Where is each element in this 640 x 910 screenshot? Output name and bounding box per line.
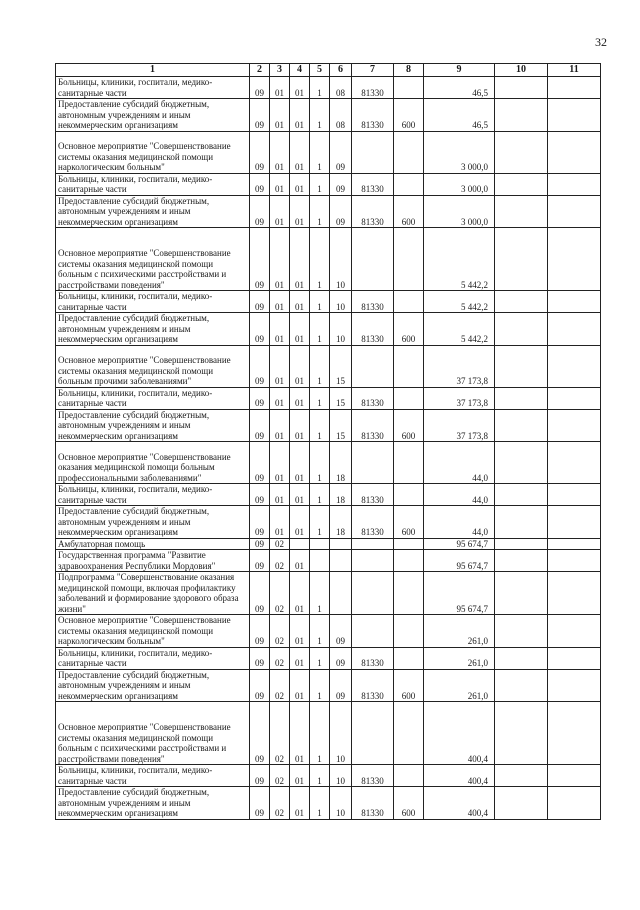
code-cell: 09 [250, 615, 270, 648]
code-cell: 01 [270, 228, 290, 291]
row-name-cell: Больницы, клиники, госпитали, медико-санитарные части [56, 291, 250, 313]
code-cell: 1 [310, 77, 330, 99]
code-cell: 81330 [352, 506, 394, 539]
code-cell [394, 572, 424, 615]
code-cell [548, 409, 601, 442]
code-cell [330, 572, 352, 615]
code-cell [310, 550, 330, 572]
code-cell [394, 442, 424, 484]
code-cell [495, 787, 548, 820]
code-cell [548, 99, 601, 132]
amount-cell: 37 173,8 [424, 387, 495, 409]
amount-cell: 44,0 [424, 506, 495, 539]
code-cell: 81330 [352, 484, 394, 506]
amount-cell: 46,5 [424, 99, 495, 132]
code-cell [548, 669, 601, 702]
code-cell [548, 484, 601, 506]
code-cell [548, 345, 601, 387]
table-row [56, 647, 601, 669]
table-row [56, 550, 601, 572]
code-cell: 18 [330, 442, 352, 484]
code-cell [548, 387, 601, 409]
code-cell: 01 [290, 291, 310, 313]
column-header: 10 [495, 64, 548, 77]
code-cell [394, 484, 424, 506]
code-cell: 600 [394, 99, 424, 132]
code-cell [495, 572, 548, 615]
code-cell: 09 [250, 99, 270, 132]
code-cell [495, 345, 548, 387]
code-cell: 10 [330, 291, 352, 313]
table-body [56, 77, 601, 820]
column-header: 3 [270, 64, 290, 77]
code-cell [495, 669, 548, 702]
code-cell [548, 195, 601, 228]
code-cell: 01 [290, 228, 310, 291]
code-cell: 1 [310, 313, 330, 346]
code-cell: 1 [310, 669, 330, 702]
code-cell: 02 [270, 669, 290, 702]
amount-cell: 37 173,8 [424, 409, 495, 442]
code-cell: 81330 [352, 765, 394, 787]
column-header: 1 [56, 64, 250, 77]
code-cell [394, 538, 424, 550]
code-cell: 09 [250, 702, 270, 765]
code-cell [352, 442, 394, 484]
code-cell [495, 615, 548, 648]
amount-cell: 37 173,8 [424, 345, 495, 387]
code-cell: 02 [270, 572, 290, 615]
table-row [56, 131, 601, 173]
code-cell: 09 [250, 787, 270, 820]
code-cell [548, 702, 601, 765]
code-cell: 09 [250, 506, 270, 539]
code-cell: 02 [270, 702, 290, 765]
code-cell: 01 [290, 387, 310, 409]
code-cell: 01 [290, 647, 310, 669]
amount-cell: 3 000,0 [424, 173, 495, 195]
code-cell: 09 [250, 228, 270, 291]
code-cell: 81330 [352, 291, 394, 313]
code-cell [495, 550, 548, 572]
code-cell: 01 [270, 77, 290, 99]
code-cell: 18 [330, 506, 352, 539]
code-cell [352, 538, 394, 550]
code-cell: 600 [394, 669, 424, 702]
code-cell: 81330 [352, 173, 394, 195]
table-header-row [56, 64, 601, 77]
code-cell: 02 [270, 550, 290, 572]
code-cell: 600 [394, 313, 424, 346]
table-row [56, 506, 601, 539]
row-name-cell: Больницы, клиники, госпитали, медико-санитарные части [56, 173, 250, 195]
code-cell [394, 387, 424, 409]
code-cell: 09 [250, 77, 270, 99]
row-name-cell: Предоставление субсидий бюджетным, автономным учреждениям и иным некоммерческим организациям [56, 313, 250, 346]
code-cell [495, 765, 548, 787]
code-cell [394, 291, 424, 313]
code-cell: 09 [330, 131, 352, 173]
code-cell: 10 [330, 702, 352, 765]
code-cell: 81330 [352, 647, 394, 669]
code-cell: 1 [310, 765, 330, 787]
code-cell: 1 [310, 131, 330, 173]
code-cell: 01 [270, 195, 290, 228]
code-cell [548, 538, 601, 550]
code-cell [394, 228, 424, 291]
amount-cell: 261,0 [424, 669, 495, 702]
code-cell [548, 647, 601, 669]
code-cell: 09 [250, 345, 270, 387]
code-cell: 01 [290, 409, 310, 442]
page-number: 32 [595, 35, 607, 49]
row-name-cell: Основное мероприятие "Совершенствование системы оказания медицинской помощи больным прочими заболеваниями" [56, 345, 250, 387]
code-cell: 10 [330, 765, 352, 787]
code-cell [352, 615, 394, 648]
code-cell: 01 [270, 291, 290, 313]
code-cell: 01 [290, 765, 310, 787]
code-cell: 02 [270, 787, 290, 820]
code-cell [495, 99, 548, 132]
code-cell [394, 131, 424, 173]
amount-cell: 5 442,2 [424, 291, 495, 313]
code-cell: 09 [250, 313, 270, 346]
amount-cell: 400,4 [424, 765, 495, 787]
code-cell: 81330 [352, 313, 394, 346]
code-cell: 1 [310, 506, 330, 539]
code-cell: 01 [290, 131, 310, 173]
code-cell [495, 538, 548, 550]
column-header: 11 [548, 64, 601, 77]
table-row [56, 173, 601, 195]
code-cell: 10 [330, 787, 352, 820]
code-cell [548, 442, 601, 484]
code-cell: 1 [310, 572, 330, 615]
table-row [56, 765, 601, 787]
code-cell: 09 [250, 442, 270, 484]
code-cell [394, 345, 424, 387]
code-cell [352, 572, 394, 615]
column-header: 5 [310, 64, 330, 77]
amount-cell: 3 000,0 [424, 131, 495, 173]
code-cell: 01 [290, 702, 310, 765]
code-cell: 09 [250, 131, 270, 173]
table-row [56, 77, 601, 99]
amount-cell: 3 000,0 [424, 195, 495, 228]
column-header: 8 [394, 64, 424, 77]
code-cell [548, 313, 601, 346]
code-cell: 01 [270, 506, 290, 539]
code-cell: 09 [250, 765, 270, 787]
code-cell [352, 550, 394, 572]
code-cell: 1 [310, 409, 330, 442]
amount-cell: 95 674,7 [424, 550, 495, 572]
code-cell: 81330 [352, 99, 394, 132]
code-cell: 81330 [352, 387, 394, 409]
code-cell [330, 538, 352, 550]
row-name-cell: Предоставление субсидий бюджетным, автономным учреждениям и иным некоммерческим организациям [56, 669, 250, 702]
code-cell: 1 [310, 173, 330, 195]
code-cell [330, 550, 352, 572]
code-cell [310, 538, 330, 550]
code-cell [548, 173, 601, 195]
code-cell [548, 550, 601, 572]
table-row [56, 387, 601, 409]
amount-cell: 261,0 [424, 647, 495, 669]
code-cell [548, 228, 601, 291]
code-cell: 01 [290, 615, 310, 648]
code-cell: 81330 [352, 787, 394, 820]
code-cell [495, 173, 548, 195]
row-name-cell: Предоставление субсидий бюджетным, автономным учреждениям и иным некоммерческим организациям [56, 409, 250, 442]
code-cell [495, 506, 548, 539]
code-cell: 18 [330, 484, 352, 506]
code-cell [352, 131, 394, 173]
code-cell: 1 [310, 484, 330, 506]
code-cell: 15 [330, 345, 352, 387]
amount-cell: 46,5 [424, 77, 495, 99]
row-name-cell: Основное мероприятие "Совершенствование системы оказания медицинской помощи больным с психическими расстройствами и расстройствами поведения" [56, 228, 250, 291]
table-row [56, 615, 601, 648]
code-cell [290, 538, 310, 550]
column-header: 9 [424, 64, 495, 77]
code-cell: 1 [310, 99, 330, 132]
code-cell: 09 [330, 173, 352, 195]
code-cell [495, 442, 548, 484]
code-cell: 01 [270, 131, 290, 173]
code-cell [394, 77, 424, 99]
row-name-cell: Больницы, клиники, госпитали, медико-санитарные части [56, 647, 250, 669]
table-row [56, 787, 601, 820]
table-row [56, 345, 601, 387]
code-cell: 1 [310, 442, 330, 484]
code-cell: 01 [270, 173, 290, 195]
row-name-cell: Предоставление субсидий бюджетным, автономным учреждениям и иным некоммерческим организациям [56, 195, 250, 228]
code-cell: 01 [290, 173, 310, 195]
code-cell [495, 77, 548, 99]
code-cell [495, 484, 548, 506]
code-cell: 09 [250, 669, 270, 702]
amount-cell: 44,0 [424, 442, 495, 484]
row-name-cell: Предоставление субсидий бюджетным, автономным учреждениям и иным некоммерческим организациям [56, 506, 250, 539]
table-row [56, 669, 601, 702]
code-cell: 10 [330, 228, 352, 291]
code-cell: 01 [290, 484, 310, 506]
code-cell: 1 [310, 787, 330, 820]
code-cell: 01 [290, 669, 310, 702]
code-cell: 01 [290, 442, 310, 484]
code-cell [548, 615, 601, 648]
column-header: 2 [250, 64, 270, 77]
code-cell: 09 [250, 538, 270, 550]
column-header: 6 [330, 64, 352, 77]
code-cell: 01 [290, 572, 310, 615]
code-cell: 01 [270, 99, 290, 132]
row-name-cell: Больницы, клиники, госпитали, медико-санитарные части [56, 765, 250, 787]
table-row [56, 538, 601, 550]
amount-cell: 5 442,2 [424, 313, 495, 346]
code-cell: 08 [330, 77, 352, 99]
table-row [56, 409, 601, 442]
row-name-cell: Предоставление субсидий бюджетным, автономным учреждениям и иным некоммерческим организациям [56, 787, 250, 820]
code-cell: 01 [290, 313, 310, 346]
code-cell: 01 [290, 550, 310, 572]
table-row [56, 484, 601, 506]
code-cell [495, 313, 548, 346]
code-cell: 09 [330, 669, 352, 702]
code-cell [352, 345, 394, 387]
code-cell [394, 615, 424, 648]
table-row [56, 99, 601, 132]
code-cell: 10 [330, 313, 352, 346]
code-cell [548, 506, 601, 539]
code-cell: 01 [270, 387, 290, 409]
budget-table [55, 63, 601, 820]
table-row [56, 313, 601, 346]
code-cell: 01 [290, 77, 310, 99]
code-cell: 81330 [352, 77, 394, 99]
row-name-cell: Амбулаторная помощь [56, 538, 250, 550]
code-cell [548, 765, 601, 787]
code-cell: 01 [270, 313, 290, 346]
code-cell: 81330 [352, 195, 394, 228]
code-cell: 09 [250, 572, 270, 615]
code-cell: 09 [250, 387, 270, 409]
code-cell: 09 [250, 173, 270, 195]
code-cell [394, 173, 424, 195]
amount-cell: 400,4 [424, 787, 495, 820]
amount-cell: 95 674,7 [424, 572, 495, 615]
row-name-cell: Больницы, клиники, госпитали, медико-санитарные части [56, 77, 250, 99]
code-cell: 15 [330, 409, 352, 442]
amount-cell: 400,4 [424, 702, 495, 765]
code-cell [548, 77, 601, 99]
code-cell: 02 [270, 765, 290, 787]
code-cell [548, 787, 601, 820]
code-cell: 09 [250, 409, 270, 442]
code-cell: 01 [290, 195, 310, 228]
code-cell: 09 [250, 647, 270, 669]
table-row [56, 442, 601, 484]
code-cell: 01 [270, 442, 290, 484]
code-cell: 1 [310, 345, 330, 387]
code-cell: 600 [394, 787, 424, 820]
code-cell [495, 195, 548, 228]
code-cell: 1 [310, 387, 330, 409]
amount-cell: 5 442,2 [424, 228, 495, 291]
code-cell: 09 [250, 550, 270, 572]
code-cell [548, 131, 601, 173]
column-header: 4 [290, 64, 310, 77]
code-cell: 09 [250, 484, 270, 506]
amount-cell: 44,0 [424, 484, 495, 506]
code-cell: 09 [250, 291, 270, 313]
amount-cell: 95 674,7 [424, 538, 495, 550]
row-name-cell: Основное мероприятие "Совершенствование системы оказания медицинской помощи наркологическим больным" [56, 131, 250, 173]
code-cell: 08 [330, 99, 352, 132]
code-cell [495, 702, 548, 765]
code-cell: 600 [394, 409, 424, 442]
code-cell: 1 [310, 615, 330, 648]
code-cell: 01 [290, 99, 310, 132]
code-cell [352, 228, 394, 291]
code-cell: 02 [270, 615, 290, 648]
row-name-cell: Больницы, клиники, госпитали, медико-санитарные части [56, 387, 250, 409]
table-row [56, 702, 601, 765]
code-cell: 1 [310, 702, 330, 765]
row-name-cell: Основное мероприятие "Совершенствование системы оказания медицинской помощи наркологическим больным" [56, 615, 250, 648]
code-cell: 01 [290, 345, 310, 387]
code-cell: 09 [250, 195, 270, 228]
code-cell: 09 [330, 195, 352, 228]
code-cell [495, 291, 548, 313]
code-cell: 1 [310, 228, 330, 291]
code-cell: 01 [270, 409, 290, 442]
code-cell: 09 [330, 647, 352, 669]
code-cell [495, 387, 548, 409]
code-cell: 1 [310, 647, 330, 669]
table-row [56, 228, 601, 291]
table-row [56, 572, 601, 615]
code-cell [495, 409, 548, 442]
code-cell: 01 [290, 506, 310, 539]
code-cell [495, 131, 548, 173]
code-cell [352, 702, 394, 765]
code-cell: 01 [290, 787, 310, 820]
code-cell: 1 [310, 195, 330, 228]
code-cell: 600 [394, 506, 424, 539]
code-cell [394, 765, 424, 787]
code-cell: 1 [310, 291, 330, 313]
code-cell [548, 572, 601, 615]
code-cell [495, 647, 548, 669]
code-cell: 15 [330, 387, 352, 409]
code-cell [394, 647, 424, 669]
code-cell: 81330 [352, 669, 394, 702]
row-name-cell: Основное мероприятие "Совершенствование системы оказания медицинской помощи больным с психическими расстройствами и расстройствами поведения" [56, 702, 250, 765]
row-name-cell: Государственная программа "Развитие здравоохранения Республики Мордовия" [56, 550, 250, 572]
row-name-cell: Основное мероприятие "Совершенствование оказания медицинской помощи больным профессиональными заболеваниями" [56, 442, 250, 484]
row-name-cell: Подпрограмма "Совершенствование оказания медицинской помощи, включая профилактику заболеваний и формирование здорового образа жизни" [56, 572, 250, 615]
code-cell: 09 [330, 615, 352, 648]
code-cell: 02 [270, 538, 290, 550]
code-cell [394, 702, 424, 765]
code-cell: 02 [270, 647, 290, 669]
code-cell [394, 550, 424, 572]
table-row [56, 195, 601, 228]
row-name-cell: Предоставление субсидий бюджетным, автономным учреждениям и иным некоммерческим организациям [56, 99, 250, 132]
code-cell: 01 [270, 345, 290, 387]
amount-cell: 261,0 [424, 615, 495, 648]
code-cell [548, 291, 601, 313]
column-header: 7 [352, 64, 394, 77]
row-name-cell: Больницы, клиники, госпитали, медико-санитарные части [56, 484, 250, 506]
code-cell: 81330 [352, 409, 394, 442]
table-row [56, 291, 601, 313]
code-cell: 01 [270, 484, 290, 506]
code-cell: 600 [394, 195, 424, 228]
code-cell [495, 228, 548, 291]
